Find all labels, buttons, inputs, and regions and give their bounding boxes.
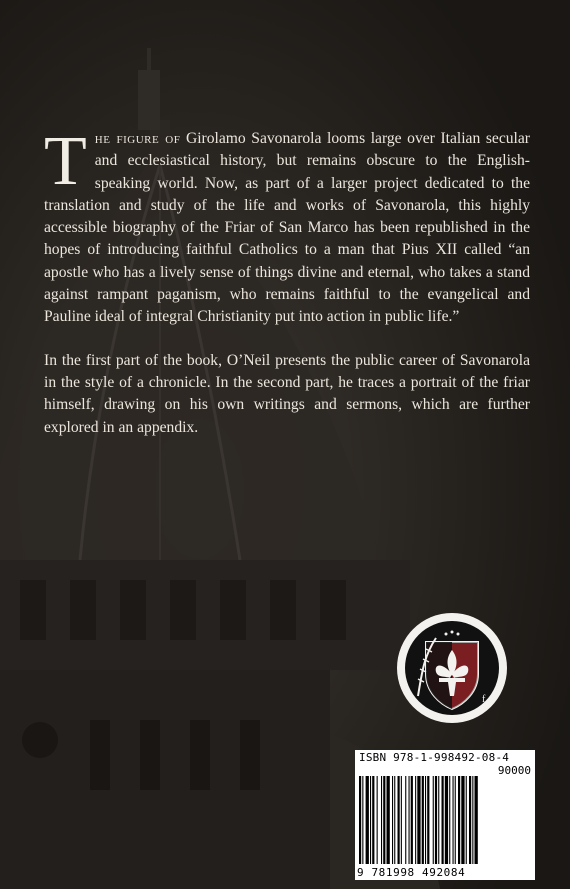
blurb-paragraph-1: [44, 123, 531, 329]
barcode-bar: [472, 776, 473, 864]
blurb-paragraph-1-text: Girolamo Savonarola looms large over Italian secular and ecclesiastical history, but remains obscure to the English-speaking world. Now, as part of a larger project dedicated to the translation and study of the life and works of Savonarola, this highly accessible biography of the Friar of San Marco has been republished in the hopes of introducing faithful Catholics to a man that Pius XII called “an apostle who has a lively sense of things divine and eternal, who takes a stand against rampant paganism, who remains faithful to the evangelical and Pauline ideal of integral Christianity put into action in public life.”: [44, 130, 531, 326]
drop-cap: T: [44, 123, 87, 200]
barcode-bar: [409, 776, 410, 864]
barcode-bar: [372, 776, 374, 864]
barcode-bar: [405, 776, 406, 864]
barcode-bar: [427, 776, 429, 864]
barcode-bar: [398, 776, 400, 864]
barcode-bar: [461, 776, 464, 864]
barcode-bar: [422, 776, 424, 864]
barcode-bar: [381, 776, 382, 864]
emblem-monogram: f: [482, 694, 486, 705]
lower-facade: [0, 670, 330, 889]
barcode-bar: [362, 776, 363, 864]
barcode-bar: [469, 776, 471, 864]
cross-shape: [147, 48, 151, 72]
back-cover-blurb: [44, 123, 531, 439]
barcode-bar: [435, 776, 437, 864]
barcode-bar: [425, 776, 426, 864]
barcode-bar: [449, 776, 450, 864]
barcode-bar: [455, 776, 456, 864]
blurb-paragraph-2: In the first part of the book, O’Neil presents the public career of Savonarola in the style of a chronicle. In the second part, he traces a portrait of the friar himself, drawing on his own writings and sermons, which are further explored in an appendix.: [44, 351, 530, 436]
barcode-bar: [445, 776, 448, 864]
barcode-bar: [411, 776, 413, 864]
barcode-bar: [366, 776, 369, 864]
drum-building: [0, 560, 410, 670]
barcode-bar: [458, 776, 460, 864]
barcode-bars: [359, 776, 531, 864]
barcode-bar: [438, 776, 439, 864]
isbn-barcode: [355, 750, 535, 880]
barcode-bar: [359, 776, 361, 864]
barcode-bar: [387, 776, 390, 864]
barcode-bar: [453, 776, 454, 864]
barcode-bar: [475, 776, 478, 864]
barcode-bar: [401, 776, 402, 864]
barcode-bar: [377, 776, 378, 864]
barcode-bar: [383, 776, 385, 864]
barcode-bar: [394, 776, 395, 864]
fleur-de-lis-shield-icon: [396, 612, 508, 724]
barcode-bar: [370, 776, 371, 864]
barcode-bar: [466, 776, 467, 864]
barcode-bar: [392, 776, 393, 864]
isbn-label: ISBN 978-1-998492-08-4: [359, 751, 510, 764]
barcode-bar: [442, 776, 444, 864]
lantern-shape: [138, 70, 160, 130]
barcode-bar: [415, 776, 416, 864]
barcode-bar: [417, 776, 420, 864]
lead-in-smallcaps: he figure of: [94, 130, 181, 147]
barcode-bar: [433, 776, 434, 864]
ean-digits: 9 781998 492084: [357, 866, 466, 879]
price-code: 90000: [497, 764, 531, 777]
